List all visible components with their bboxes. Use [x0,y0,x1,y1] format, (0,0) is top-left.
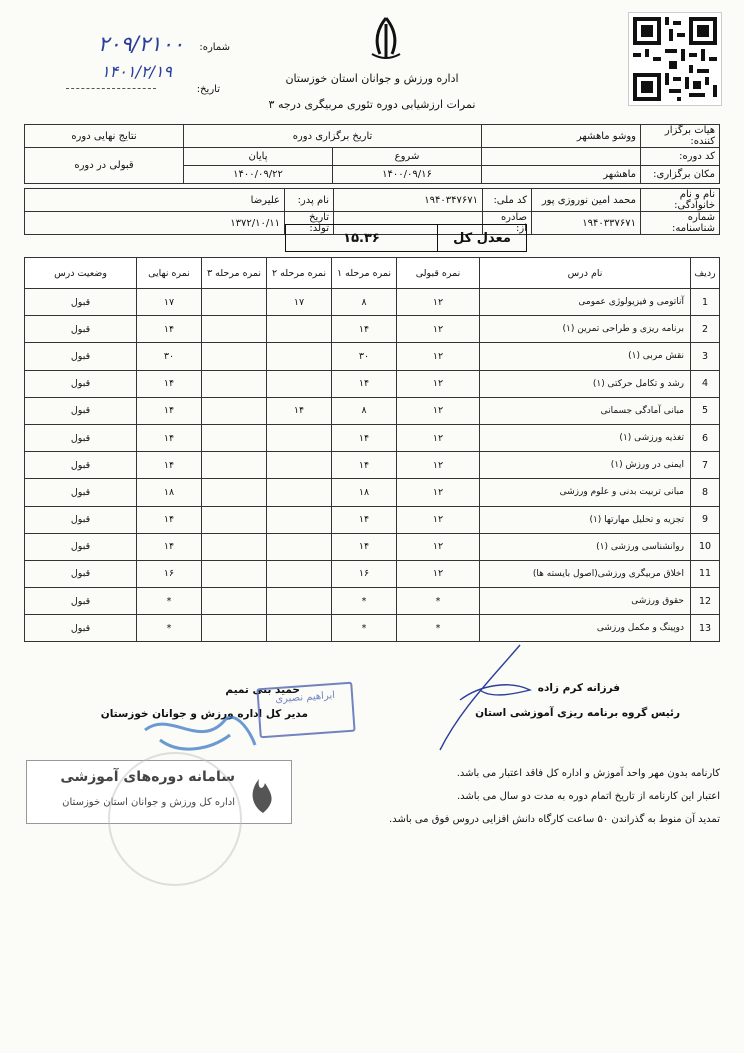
start-label: شروع [333,148,482,166]
row-number: 6 [691,424,720,451]
document-number [30,32,230,56]
stage-2-grade [267,343,332,370]
note-2: اعتبار این کارنامه از تاریخ اتمام دوره به مدت دو سال می باشد. [456,791,720,802]
final-result-value: قبولی در دوره [25,148,184,184]
course-status: قبول [25,424,137,451]
table-row [25,560,720,587]
final-results-header: نتایج نهایی دوره [25,125,184,148]
date-value: ۱۴۰۱/۲/۱۹ [101,62,172,81]
table-row [25,397,720,424]
gpa-box [285,224,527,252]
gpa-label: معدل کل [438,225,527,252]
location-label: مکان برگزاری: [641,166,720,184]
pass-grade: ۱۲ [397,479,480,506]
stage-2-grade [267,452,332,479]
pass-grade: ۱۲ [397,316,480,343]
stage-3-grade [202,289,267,316]
pass-grade: ۱۲ [397,424,480,451]
pass-grade: ۱۲ [397,289,480,316]
national-id-label: کد ملی: [483,189,532,212]
table-row [25,615,720,642]
course-status: قبول [25,506,137,533]
table-row [25,370,720,397]
note-1: کارنامه بدون مهر واحد آموزش و اداره کل فاقد اعتبار می باشد. [456,768,720,779]
course-name: دوپینگ و مکمل ورزشی [480,615,691,642]
course-name: تغذیه ورزشی (۱) [480,424,691,451]
course-dates-header: تاریخ برگزاری دوره [184,125,482,148]
table-row [25,588,720,615]
left-signature-scribble [140,700,260,760]
final-grade: ۱۶ [137,560,202,587]
final-grade: * [137,588,202,615]
grades-header-row [25,258,720,289]
stage-3-grade [202,588,267,615]
row-number: 4 [691,370,720,397]
stage-3-grade [202,343,267,370]
row-number: 11 [691,560,720,587]
round-seal [108,752,242,886]
table-row [25,316,720,343]
course-status: قبول [25,343,137,370]
final-grade: ۱۴ [137,506,202,533]
name-label: نام و نام خانوادگی: [641,189,720,212]
left-signer-name: حمید بنی تمیم [225,684,300,696]
final-grade: ۱۴ [137,397,202,424]
stage-1-grade: ۱۴ [332,506,397,533]
birth-label: تاریخ تولد: [285,212,334,235]
course-status: قبول [25,533,137,560]
right-signer-name: فرزانه کرم زاده [537,682,620,694]
id-number-label: شماره شناسنامه: [641,212,720,235]
table-row [25,533,720,560]
flame-logo-icon [241,769,285,815]
course-name: ایمنی در ورزش (۱) [480,452,691,479]
course-name: نقش مربی (۱) [480,343,691,370]
col-header-pass-grade: نمره قبولی [397,258,480,289]
row-number: 1 [691,289,720,316]
stage-3-grade [202,397,267,424]
stage-3-grade [202,533,267,560]
pass-grade: ۱۲ [397,560,480,587]
stamp-text: ابراهیم نصیری [274,689,336,706]
stage-2-grade [267,424,332,451]
stage-2-grade [267,560,332,587]
course-name: تجزیه و تحلیل مهارتها (۱) [480,506,691,533]
final-grade: * [137,615,202,642]
stage-1-grade: ۱۸ [332,479,397,506]
stage-1-grade: ۱۴ [332,370,397,397]
row-number: 3 [691,343,720,370]
table-row [25,479,720,506]
course-name: حقوق ورزشی [480,588,691,615]
course-code-value [482,148,641,166]
stage-2-grade [267,533,332,560]
name-value: محمد امین نوروزی پور [532,189,641,212]
course-name: اخلاق مربیگری ورزشی(اصول بایسته ها) [480,560,691,587]
final-grade: ۱۴ [137,424,202,451]
stage-3-grade [202,479,267,506]
col-header-stage-1: نمره مرحله ۱ [332,258,397,289]
course-name: برنامه ریزی و طراحی تمرین (۱) [480,316,691,343]
right-signer-title: رئیس گروه برنامه ریزی آموزشی استان [475,707,680,719]
col-header-status: وضعیت درس [25,258,137,289]
pass-grade: ۱۲ [397,343,480,370]
father-value: علیرضا [25,189,285,212]
final-grade: ۱۴ [137,370,202,397]
final-grade: ۱۴ [137,316,202,343]
stage-2-grade [267,506,332,533]
final-grade: ۱۸ [137,479,202,506]
table-row [25,289,720,316]
organization-name: اداره ورزش و جوانان استان خوزستان [285,72,459,85]
col-header-course-name: نام درس [480,258,691,289]
row-number: 7 [691,452,720,479]
course-info-table [24,124,720,184]
start-date-value: ۱۴۰۰/۰۹/۱۶ [333,166,482,184]
id-number-value: ۱۹۴۰۳۳۷۶۷۱ [532,212,641,235]
birth-value: ۱۳۷۲/۱۰/۱۱ [25,212,285,235]
iran-emblem-icon [364,14,408,64]
course-status: قبول [25,479,137,506]
logo-title: سامانه دوره‌های آموزشی [60,769,235,785]
course-status: قبول [25,397,137,424]
note-3: تمدید آن منوط به گذراندن ۵۰ ساعت کارگاه دانش افزایی دروس فوق می باشد. [389,814,720,825]
number-label: شماره: [199,42,230,53]
stage-3-grade [202,560,267,587]
stage-2-grade [267,588,332,615]
pass-grade: ۱۲ [397,533,480,560]
stage-2-grade [267,615,332,642]
final-grade: ۱۷ [137,289,202,316]
grades-table [24,257,720,642]
qr-code [628,12,722,106]
pass-grade: ۱۲ [397,506,480,533]
organizer-value: ووشو ماهشهر [482,125,641,148]
stage-2-grade: ۱۴ [267,397,332,424]
course-name: روانشناسی ورزشی (۱) [480,533,691,560]
stage-2-grade [267,316,332,343]
row-number: 2 [691,316,720,343]
row-number: 9 [691,506,720,533]
row-number: 13 [691,615,720,642]
document-title: نمرات ارزشیابی دوره تئوری مربیگری درجه ۳ [268,98,476,111]
stage-3-grade [202,316,267,343]
course-status: قبول [25,316,137,343]
course-code-label: کد دوره: [641,148,720,166]
issued-label: صادره از: [483,212,532,235]
stage-1-grade: ۸ [332,289,397,316]
course-name: رشد و تکامل حرکتی (۱) [480,370,691,397]
stage-3-grade [202,452,267,479]
course-status: قبول [25,452,137,479]
row-number: 12 [691,588,720,615]
stage-3-grade [202,506,267,533]
pass-grade: * [397,615,480,642]
end-date-value: ۱۴۰۰/۰۹/۲۲ [184,166,333,184]
col-header-final-grade: نمره نهایی [137,258,202,289]
col-header-row-no: ردیف [691,258,720,289]
gpa-value: ۱۵.۳۶ [343,230,380,246]
final-grade: ۳۰ [137,343,202,370]
course-status: قبول [25,560,137,587]
official-stamp [256,682,355,739]
course-status: قبول [25,588,137,615]
stage-1-grade: * [332,615,397,642]
stage-1-grade: ۱۴ [332,316,397,343]
row-number: 5 [691,397,720,424]
stage-1-grade: ۸ [332,397,397,424]
final-grade: ۱۴ [137,452,202,479]
stage-1-grade: ۱۴ [332,452,397,479]
right-signature-scribble [420,640,540,760]
stage-2-grade: ۱۷ [267,289,332,316]
organizer-label: هیات برگزار کننده: [641,125,720,148]
stage-1-grade: ۱۶ [332,560,397,587]
pass-grade: ۱۲ [397,370,480,397]
pass-grade: ۱۲ [397,397,480,424]
table-row [25,506,720,533]
pass-grade: ۱۲ [397,452,480,479]
logo-subtitle: اداره کل ورزش و جوانان استان خوزستان [62,797,235,808]
stage-1-grade: ۱۴ [332,533,397,560]
final-grade: ۱۴ [137,533,202,560]
col-header-stage-3: نمره مرحله ۳ [202,258,267,289]
course-name: مبانی تربیت بدنی و علوم ورزشی [480,479,691,506]
date-underline [66,88,156,89]
stage-3-grade [202,424,267,451]
end-label: پایان [184,148,333,166]
row-number: 10 [691,533,720,560]
national-id-value: ۱۹۴۰۳۴۷۶۷۱ [334,189,483,212]
pass-grade: * [397,588,480,615]
stage-1-grade: * [332,588,397,615]
date-label: تاریخ: [196,84,220,95]
stage-1-grade: ۱۴ [332,424,397,451]
stage-1-grade: ۳۰ [332,343,397,370]
course-name: آناتومی و فیزیولوژی عمومی [480,289,691,316]
table-row [25,343,720,370]
stage-2-grade [267,370,332,397]
course-name: مبانی آمادگی جسمانی [480,397,691,424]
course-status: قبول [25,370,137,397]
table-row [25,424,720,451]
notes [330,768,720,825]
table-row [25,452,720,479]
stage-3-grade [202,615,267,642]
stage-3-grade [202,370,267,397]
row-number: 8 [691,479,720,506]
left-signer-title: مدیر کل اداره ورزش و جوانان خوزستان [100,708,308,720]
col-header-stage-2: نمره مرحله ۲ [267,258,332,289]
location-value: ماهشهر [482,166,641,184]
course-status: قبول [25,615,137,642]
father-label: نام پدر: [285,189,334,212]
number-value: ۲۰۹/۲۱۰۰ [97,32,184,56]
course-status: قبول [25,289,137,316]
stage-2-grade [267,479,332,506]
